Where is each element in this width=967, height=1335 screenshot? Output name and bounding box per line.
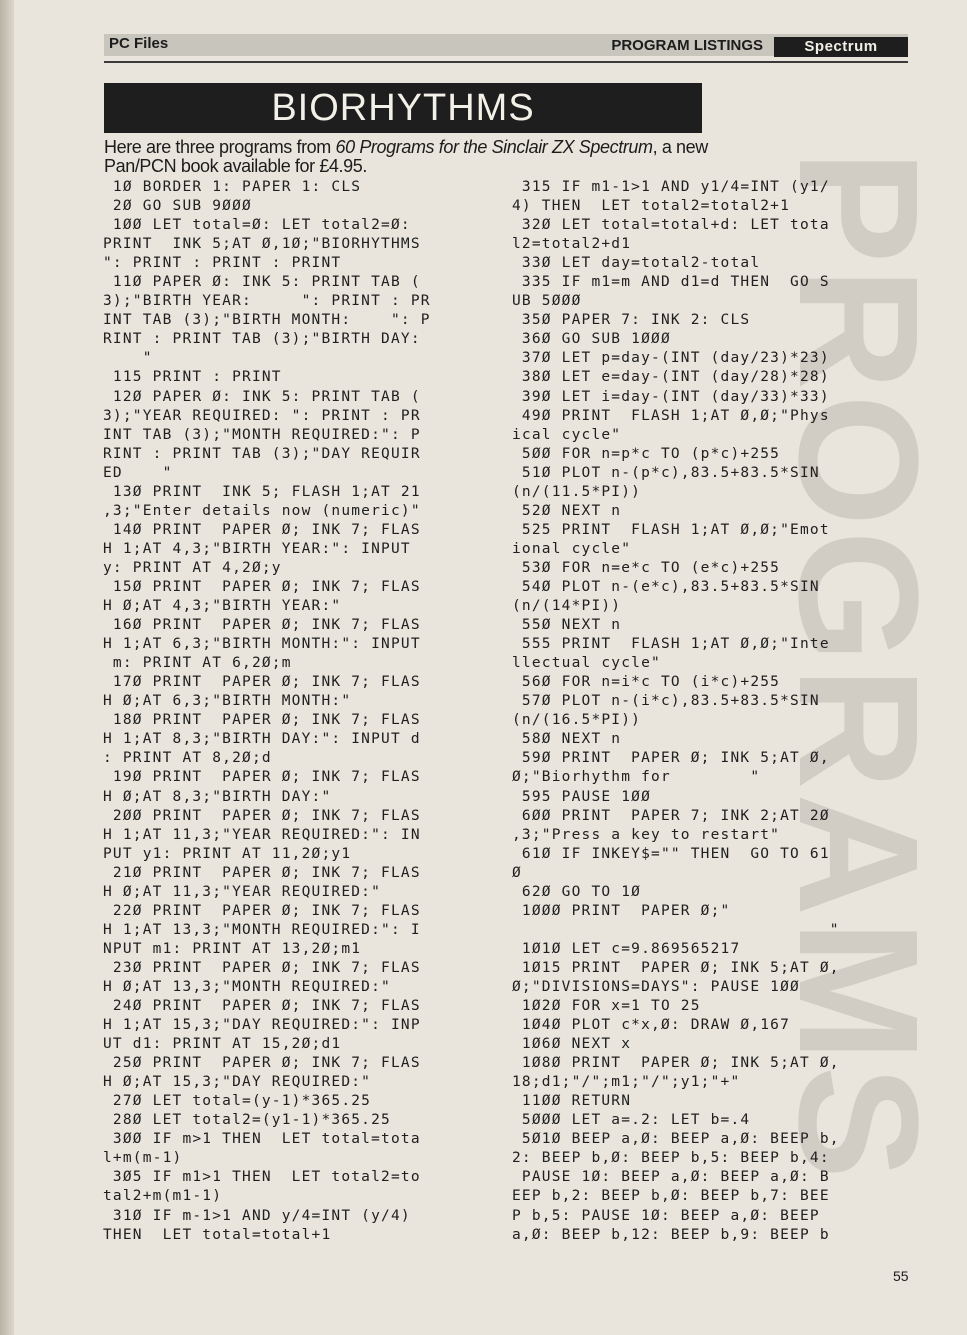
listing-line: 59Ø PRINT PAPER Ø; INK 5;AT Ø,	[512, 750, 830, 767]
listing-line: H Ø;AT 8,3;"BIRTH DAY:"	[103, 788, 332, 805]
listing-line: Ø;"DIVISIONS=DAYS": PAUSE 1ØØ	[512, 978, 800, 995]
listing-line: 4) THEN LET total2=total2+1	[512, 198, 791, 215]
listing-line: l+m(m-1)	[103, 1150, 183, 1167]
listing-line: Ø;"Biorhythm for "	[512, 769, 761, 786]
listing-line: 21Ø PRINT PAPER Ø; INK 7; FLAS	[103, 864, 421, 881]
listing-line: 16Ø PRINT PAPER Ø; INK 7; FLAS	[103, 617, 421, 634]
listing-line: 24Ø PRINT PAPER Ø; INK 7; FLAS	[103, 998, 421, 1015]
listing-line: 1Ø15 PRINT PAPER Ø; INK 5;AT Ø,	[512, 959, 840, 976]
listing-line: 33Ø LET day=total2-total	[512, 255, 761, 272]
listing-line: m: PRINT AT 6,2Ø;m	[103, 655, 292, 672]
listing-line: THEN LET total=total+1	[103, 1226, 332, 1243]
article-intro	[104, 138, 744, 176]
listing-line: RINT : PRINT TAB (3);"DAY REQUIR	[103, 445, 421, 462]
listing-line: EEP b,2: BEEP b,Ø: BEEP b,7: BEE	[512, 1188, 830, 1205]
article-title: BIORHYTHMS	[104, 83, 702, 133]
listing-column-1	[103, 178, 453, 1245]
listing-line: UB 5ØØØ	[512, 293, 582, 310]
listing-line: 1Ø1Ø LET c=9.869565217	[512, 940, 741, 957]
listing-line: ional cycle"	[512, 540, 632, 557]
listing-line: H 1;AT 4,3;"BIRTH YEAR:": INPUT	[103, 540, 411, 557]
listing-line: 1Ø BORDER 1: PAPER 1: CLS	[103, 179, 362, 195]
listing-line: 35Ø PAPER 7: INK 2: CLS	[512, 312, 751, 329]
listing-line: 36Ø GO SUB 1ØØØ	[512, 331, 671, 348]
listing-line: 31Ø IF m-1>1 AND y/4=INT (y/4)	[103, 1207, 411, 1224]
listing-line: l2=total2+d1	[512, 236, 632, 253]
listing-line: 2ØØ PRINT PAPER Ø; INK 7; FLAS	[103, 807, 421, 824]
listing-line: 58Ø NEXT n	[512, 731, 622, 748]
listing-line: UT d1: PRINT AT 15,2Ø;d1	[103, 1036, 342, 1053]
listing-line: 14Ø PRINT PAPER Ø; INK 7; FLAS	[103, 521, 421, 538]
listing-line: 61Ø IF INKEY$="" THEN GO TO 61	[512, 845, 830, 862]
listing-line: 22Ø PRINT PAPER Ø; INK 7; FLAS	[103, 902, 421, 919]
listing-line: 11Ø PAPER Ø: INK 5: PRINT TAB (	[103, 274, 421, 291]
listing-line: 6ØØ PRINT PAPER 7; INK 2;AT 2Ø	[512, 807, 830, 824]
listing-line: 52Ø NEXT n	[512, 502, 622, 519]
listing-line: 11ØØ RETURN	[512, 1093, 632, 1110]
listing-line: 3);"YEAR REQUIRED: ": PRINT : PR	[103, 407, 421, 424]
listing-line: 525 PRINT FLASH 1;AT Ø,Ø;"Emot	[512, 521, 830, 538]
listing-line: "	[512, 921, 840, 938]
listing-line: 1Ø6Ø NEXT x	[512, 1036, 632, 1053]
listing-line: 2Ø GO SUB 9ØØØ	[103, 198, 252, 215]
listing-line: H Ø;AT 11,3;"YEAR REQUIRED:"	[103, 883, 382, 900]
listing-line: 32Ø LET total=total+d: LET tota	[512, 217, 830, 234]
listing-line: 595 PAUSE 1ØØ	[512, 788, 652, 805]
listing-line: PAUSE 1Ø: BEEP a,Ø: BEEP a,Ø: B	[512, 1169, 830, 1186]
listing-line: 49Ø PRINT FLASH 1;AT Ø,Ø;"Phys	[512, 407, 830, 424]
listing-line: H Ø;AT 13,3;"MONTH REQUIRED:"	[103, 978, 391, 995]
intro-text-start: Here are three programs from	[104, 137, 336, 157]
page-number: 55	[893, 1268, 909, 1284]
listing-line: (n/(14*PI))	[512, 598, 622, 615]
listing-line: 37Ø LET p=day-(INT (day/23)*23)	[512, 350, 830, 367]
listing-line: 25Ø PRINT PAPER Ø; INK 7; FLAS	[103, 1055, 421, 1072]
listing-line: : PRINT AT 8,2Ø;d	[103, 750, 272, 767]
listing-line: 1Ø4Ø PLOT c*x,Ø: DRAW Ø,167	[512, 1017, 791, 1034]
listing-line: a,Ø: BEEP b,12: BEEP b,9: BEEP b	[512, 1226, 830, 1243]
listing-line: H 1;AT 8,3;"BIRTH DAY:": INPUT d	[103, 731, 421, 748]
listing-line: 5ØØ FOR n=p*c TO (p*c)+255	[512, 445, 781, 462]
listing-line: 18;d1;"/";m1;"/";y1;"+"	[512, 1074, 741, 1091]
intro-book-title: 60 Programs for the Sinclair ZX Spectrum	[335, 137, 653, 157]
listing-line: H 1;AT 13,3;"MONTH REQUIRED:": I	[103, 921, 421, 938]
listing-line: 15Ø PRINT PAPER Ø; INK 7; FLAS	[103, 578, 421, 595]
listing-line: 62Ø GO TO 1Ø	[512, 883, 642, 900]
listing-line: 57Ø PLOT n-(i*c),83.5+83.5*SIN	[512, 693, 820, 710]
listing-line: 1ØØ LET total=Ø: LET total2=Ø:	[103, 217, 411, 234]
listing-line: PRINT INK 5;AT Ø,1Ø;"BIORHYTHMS	[103, 236, 421, 253]
listing-line: 3);"BIRTH YEAR: ": PRINT : PR	[103, 293, 431, 310]
listing-line: PUT y1: PRINT AT 11,2Ø;y1	[103, 845, 352, 862]
listing-line: (n/(16.5*PI))	[512, 712, 642, 729]
listing-line: 5ØØØ LET a=.2: LET b=.4	[512, 1112, 751, 1129]
listing-line: 3ØØ IF m>1 THEN LET total=tota	[103, 1131, 421, 1148]
listing-line: 51Ø PLOT n-(p*c),83.5+83.5*SIN	[512, 464, 820, 481]
listing-line: 17Ø PRINT PAPER Ø; INK 7; FLAS	[103, 674, 421, 691]
listing-line: tal2+m(m1-1)	[103, 1188, 223, 1205]
listing-line: H 1;AT 6,3;"BIRTH MONTH:": INPUT	[103, 636, 421, 653]
listing-line: Ø	[512, 864, 522, 881]
listing-line: 1Ø8Ø PRINT PAPER Ø; INK 5;AT Ø,	[512, 1055, 840, 1072]
listing-line: 1ØØØ PRINT PAPER Ø;"	[512, 902, 731, 919]
listing-line: NPUT m1: PRINT AT 13,2Ø;m1	[103, 940, 362, 957]
section-label: PROGRAM LISTINGS	[611, 37, 763, 54]
listing-line: INT TAB (3);"BIRTH MONTH: ": P	[103, 312, 431, 329]
listing-line: 3Ø5 IF m1>1 THEN LET total2=to	[103, 1169, 421, 1186]
listing-line: 115 PRINT : PRINT	[103, 369, 282, 386]
listing-line: 53Ø FOR n=e*c TO (e*c)+255	[512, 559, 781, 576]
listing-line: "	[103, 350, 153, 367]
listing-line: H 1;AT 11,3;"YEAR REQUIRED:": IN	[103, 826, 421, 843]
listing-line: llectual cycle"	[512, 655, 661, 672]
listing-line: INT TAB (3);"MONTH REQUIRED:": P	[103, 426, 421, 443]
listing-line: 19Ø PRINT PAPER Ø; INK 7; FLAS	[103, 769, 421, 786]
platform-tab: Spectrum	[774, 37, 908, 57]
listing-line: H Ø;AT 6,3;"BIRTH MONTH:"	[103, 693, 352, 710]
listing-line: ,3;"Press a key to restart"	[512, 826, 781, 843]
listing-line: 13Ø PRINT INK 5; FLASH 1;AT 21	[103, 483, 421, 500]
listing-line: H Ø;AT 4,3;"BIRTH YEAR:"	[103, 598, 342, 615]
listing-line: H Ø;AT 15,3;"DAY REQUIRED:"	[103, 1074, 372, 1091]
listing-line: RINT : PRINT TAB (3);"BIRTH DAY:	[103, 331, 421, 348]
listing-line: H 1;AT 15,3;"DAY REQUIRED:": INP	[103, 1017, 421, 1034]
page-gutter	[0, 0, 14, 1335]
listing-line: 39Ø LET i=day-(INT (day/33)*33)	[512, 388, 830, 405]
listing-line: 12Ø PAPER Ø: INK 5: PRINT TAB (	[103, 388, 421, 405]
listing-line: 555 PRINT FLASH 1;AT Ø,Ø;"Inte	[512, 636, 830, 653]
listing-line: 18Ø PRINT PAPER Ø; INK 7; FLAS	[103, 712, 421, 729]
header-rule	[104, 61, 908, 63]
listing-line: 2: BEEP b,Ø: BEEP b,5: BEEP b,4:	[512, 1150, 830, 1167]
listing-line: 27Ø LET total=(y-1)*365.25	[103, 1093, 372, 1110]
listing-line: ical cycle"	[512, 426, 622, 443]
listing-line: 315 IF m1-1>1 AND y1/4=INT (y1/	[512, 179, 830, 195]
listing-line: 55Ø NEXT n	[512, 617, 622, 634]
listing-line: 56Ø FOR n=i*c TO (i*c)+255	[512, 674, 781, 691]
listing-line: 5Ø1Ø BEEP a,Ø: BEEP a,Ø: BEEP b,	[512, 1131, 840, 1148]
watermark-text: PROGRAMS	[763, 150, 953, 1184]
listing-line: ,3;"Enter details now (numeric)"	[103, 502, 421, 519]
listing-column-2	[512, 178, 862, 1245]
listing-line: 335 IF m1=m AND d1=d THEN GO S	[512, 274, 830, 291]
listing-line: P b,5: PAUSE 1Ø: BEEP a,Ø: BEEP	[512, 1207, 820, 1224]
listing-line: 28Ø LET total2=(y1-1)*365.25	[103, 1112, 391, 1129]
listing-line: ": PRINT : PRINT : PRINT	[103, 255, 342, 272]
listing-line: 38Ø LET e=day-(INT (day/28)*28)	[512, 369, 830, 386]
magazine-name: PC Files	[109, 35, 169, 52]
listing-line: (n/(11.5*PI))	[512, 483, 642, 500]
listing-line: 1Ø2Ø FOR x=1 TO 25	[512, 998, 701, 1015]
listing-line: 23Ø PRINT PAPER Ø; INK 7; FLAS	[103, 959, 421, 976]
listing-line: ED "	[103, 464, 173, 481]
listing-line: y: PRINT AT 4,2Ø;y	[103, 559, 282, 576]
listing-line: 54Ø PLOT n-(e*c),83.5+83.5*SIN	[512, 578, 820, 595]
intro-text-end: , a new Pan/PCN book available for £4.95.	[104, 137, 708, 176]
